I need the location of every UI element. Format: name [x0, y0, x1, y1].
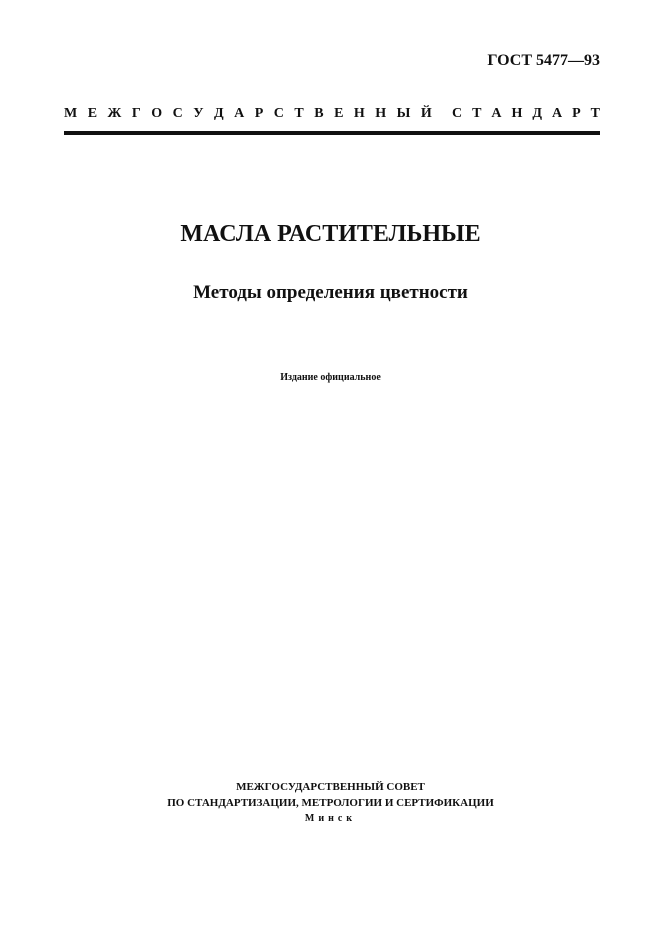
heading-letter: С: [172, 106, 183, 121]
heading-letter: М: [64, 106, 78, 121]
document-subtitle: Методы определения цветности: [193, 282, 468, 303]
standard-type-heading: [64, 106, 600, 122]
heading-letter: Т: [294, 106, 304, 121]
heading-letter: А: [234, 106, 245, 121]
heading-letter: В: [314, 106, 324, 121]
header-rule: [64, 131, 600, 135]
publisher-block: [0, 779, 661, 827]
heading-letter: Ы: [396, 106, 411, 121]
heading-letter: А: [491, 106, 502, 121]
heading-letter: Г: [131, 106, 141, 121]
heading-letter: Е: [87, 106, 98, 121]
heading-letter: Н: [511, 106, 523, 121]
heading-letter: Р: [254, 106, 264, 121]
heading-letter: Т: [590, 106, 600, 121]
heading-letter: Н: [353, 106, 365, 121]
heading-letter: Н: [375, 106, 387, 121]
document-title: МАСЛА РАСТИТЕЛЬНЫЕ: [180, 221, 481, 247]
standard-type-word-standard: [452, 106, 600, 122]
publisher-line-1: МЕЖГОСУДАРСТВЕННЫЙ СОВЕТ: [236, 781, 425, 793]
heading-letter: С: [452, 106, 463, 121]
heading-letter: А: [551, 106, 563, 121]
heading-letter: Ж: [107, 106, 122, 121]
heading-letter: Т: [472, 106, 482, 121]
heading-letter: С: [273, 106, 284, 121]
heading-letter: У: [193, 106, 204, 121]
document-number: ГОСТ 5477—93: [487, 52, 600, 69]
heading-letter: Р: [572, 106, 581, 121]
publisher-city: Минск: [304, 813, 357, 824]
heading-letter: Д: [532, 106, 542, 121]
standard-type-word-interstate: [64, 106, 432, 122]
publisher-line-2: ПО СТАНДАРТИЗАЦИИ, МЕТРОЛОГИИ И СЕРТИФИКАЦИИ: [167, 797, 494, 809]
heading-letter: О: [151, 106, 163, 121]
edition-note: Издание официальное: [280, 372, 381, 383]
heading-letter: Е: [334, 106, 344, 121]
heading-letter: Д: [214, 106, 224, 121]
heading-letter: Й: [420, 106, 432, 121]
